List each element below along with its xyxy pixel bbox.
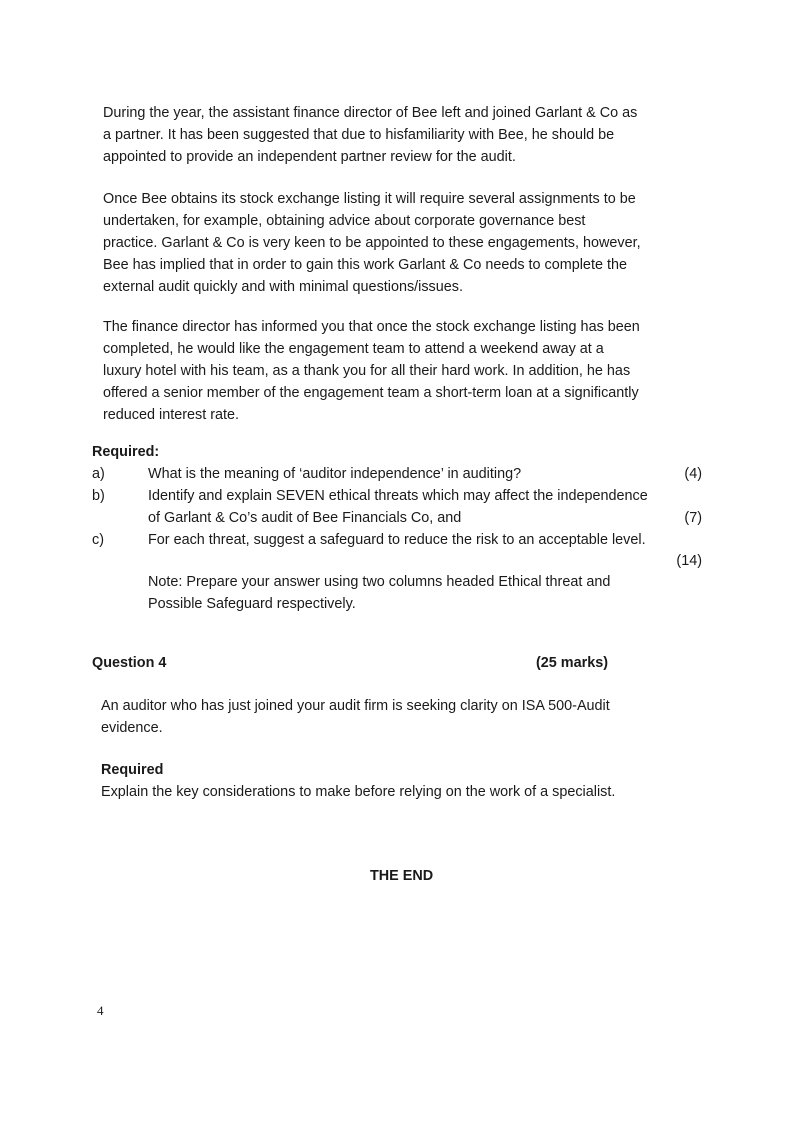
note-text: Possible Safeguard respectively. (148, 596, 356, 612)
text-line: offered a senior member of the engagement team a short-term loan at a significantly (103, 385, 639, 401)
paragraph-listing-assignments (103, 188, 641, 298)
question-4-required-heading: Required (101, 762, 164, 778)
note-text: Note: Prepare your answer using two columns headed Ethical threat and (148, 574, 611, 590)
text-line: The finance director has informed you that once the stock exchange listing has been (103, 319, 640, 335)
item-b-text: Identify and explain SEVEN ethical threats which may affect the independence (148, 488, 648, 504)
item-label-a: a) (92, 466, 105, 482)
text-line: completed, he would like the engagement team to attend a weekend away at a (103, 341, 604, 357)
paragraph-partner-review (103, 102, 637, 168)
text-line: appointed to provide an independent partner review for the audit. (103, 149, 516, 165)
item-label-b: b) (92, 488, 105, 504)
question-4-marks: (25 marks) (536, 655, 608, 671)
item-b-marks: (7) (684, 510, 702, 526)
item-c-marks: (14) (676, 553, 702, 569)
text-line: external audit quickly and with minimal questions/issues. (103, 279, 463, 295)
item-a-text: What is the meaning of ‘auditor independence’ in auditing? (148, 466, 522, 482)
text-line: Bee has implied that in order to gain this work Garlant & Co needs to complete the (103, 257, 627, 273)
text-line: Once Bee obtains its stock exchange listing it will require several assignments to be (103, 191, 636, 207)
item-b-text: of Garlant & Co’s audit of Bee Financials Co, and (148, 510, 462, 526)
text-line: a partner. It has been suggested that due to hisfamiliarity with Bee, he should be (103, 127, 615, 143)
text-line: practice. Garlant & Co is very keen to be appointed to these engagements, however, (103, 235, 641, 251)
page-number: 4 (97, 1003, 104, 1018)
text-line: luxury hotel with his team, as a thank you for all their hard work. In addition, he has (103, 363, 631, 379)
question-4-required-text: Explain the key considerations to make before relying on the work of a specialist. (101, 784, 616, 800)
paragraph-hospitality-loan (103, 316, 640, 426)
text-line: reduced interest rate. (103, 407, 239, 423)
item-label-c: c) (92, 532, 104, 548)
item-a-marks: (4) (684, 466, 702, 482)
item-c-text: For each threat, suggest a safeguard to reduce the risk to an acceptable level. (148, 532, 646, 548)
text-line: During the year, the assistant finance director of Bee left and joined Garlant & Co as (103, 105, 638, 121)
the-end: THE END (370, 868, 434, 884)
question-4-title: Question 4 (92, 655, 167, 671)
text-line: undertaken, for example, obtaining advice about corporate governance best (103, 213, 586, 229)
question-4-intro: evidence. (101, 720, 163, 736)
question-4-intro: An auditor who has just joined your audit firm is seeking clarity on ISA 500-Audit (101, 698, 610, 714)
required-heading: Required: (92, 444, 160, 460)
